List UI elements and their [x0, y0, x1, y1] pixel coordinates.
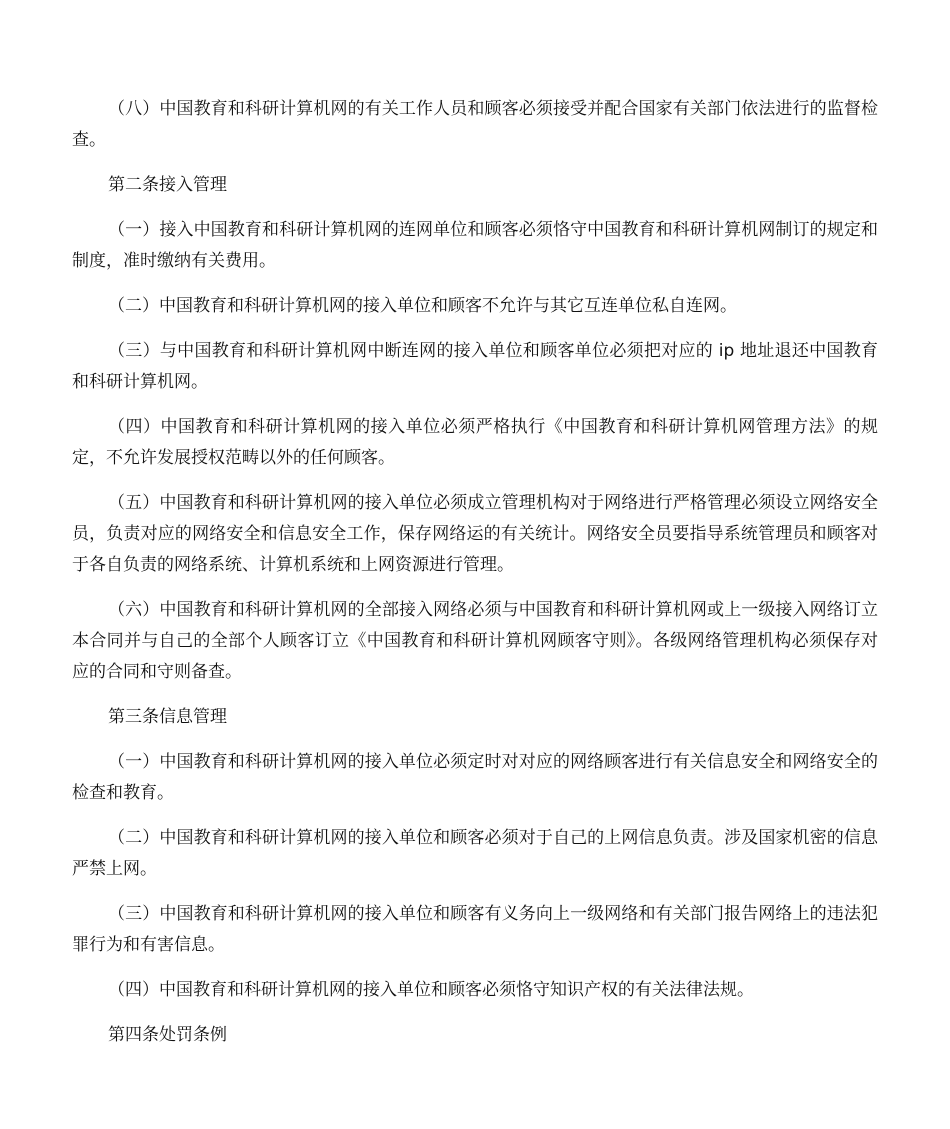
paragraph-info-2: （二）中国教育和科研计算机网的接入单位和顾客必须对于自己的上网信息负责。涉及国家机密的信息严禁上网。: [72, 828, 878, 879]
paragraph-access-6: （六）中国教育和科研计算机网的全部接入网络必须与中国教育和科研计算机网或上一级接入网络订立本合同并与自己的全部个人顾客订立《中国教育和科研计算机网顾客守则》。各级网络管理机构必须保存对应的合同和守则备查。: [72, 600, 878, 682]
paragraph-info-3: （三）中国教育和科研计算机网的接入单位和顾客有义务向上一级网络和有关部门报告网络上的违法犯罪行为和有害信息。: [72, 904, 878, 955]
document-page: [72, 94, 878, 1065]
paragraph-access-1: （一）接入中国教育和科研计算机网的连网单位和顾客必须恪守中国教育和科研计算机网制订的规定和制度，准时缴纳有关费用。: [72, 220, 878, 271]
paragraph-info-1: （一）中国教育和科研计算机网的接入单位必须定时对对应的网络顾客进行有关信息安全和网络安全的检查和教育。: [72, 752, 878, 803]
section-heading-penalties: 第四条处罚条例: [108, 1025, 227, 1045]
paragraph-access-2: （二）中国教育和科研计算机网的接入单位和顾客不允许与其它互连单位私自连网。: [108, 296, 737, 316]
paragraph-access-5: （五）中国教育和科研计算机网的接入单位必须成立管理机构对于网络进行严格管理必须设立网络安全员，负责对应的网络安全和信息安全工作，保存网络运的有关统计。网络安全员要指导系统管理员和顾客对于各自负责的网络系统、计算机系统和上网资源进行管理。: [72, 493, 878, 575]
paragraph-info-4: （四）中国教育和科研计算机网的接入单位和顾客必须恪守知识产权的有关法律法规。: [108, 980, 754, 1000]
paragraph-8-supervision: （八）中国教育和科研计算机网的有关工作人员和顾客必须接受并配合国家有关部门依法进行的监督检查。: [72, 99, 878, 150]
section-heading-information-management: 第三条信息管理: [108, 707, 227, 727]
paragraph-access-4: （四）中国教育和科研计算机网的接入单位必须严格执行《中国教育和科研计算机网管理方法》的规定，不允许发展授权范畴以外的任何顾客。: [72, 417, 878, 468]
section-heading-access-management: 第二条接入管理: [108, 175, 227, 195]
paragraph-access-3: （三）与中国教育和科研计算机网中断连网的接入单位和顾客单位必须把对应的 ip 地址退还中国教育和科研计算机网。: [72, 341, 878, 392]
